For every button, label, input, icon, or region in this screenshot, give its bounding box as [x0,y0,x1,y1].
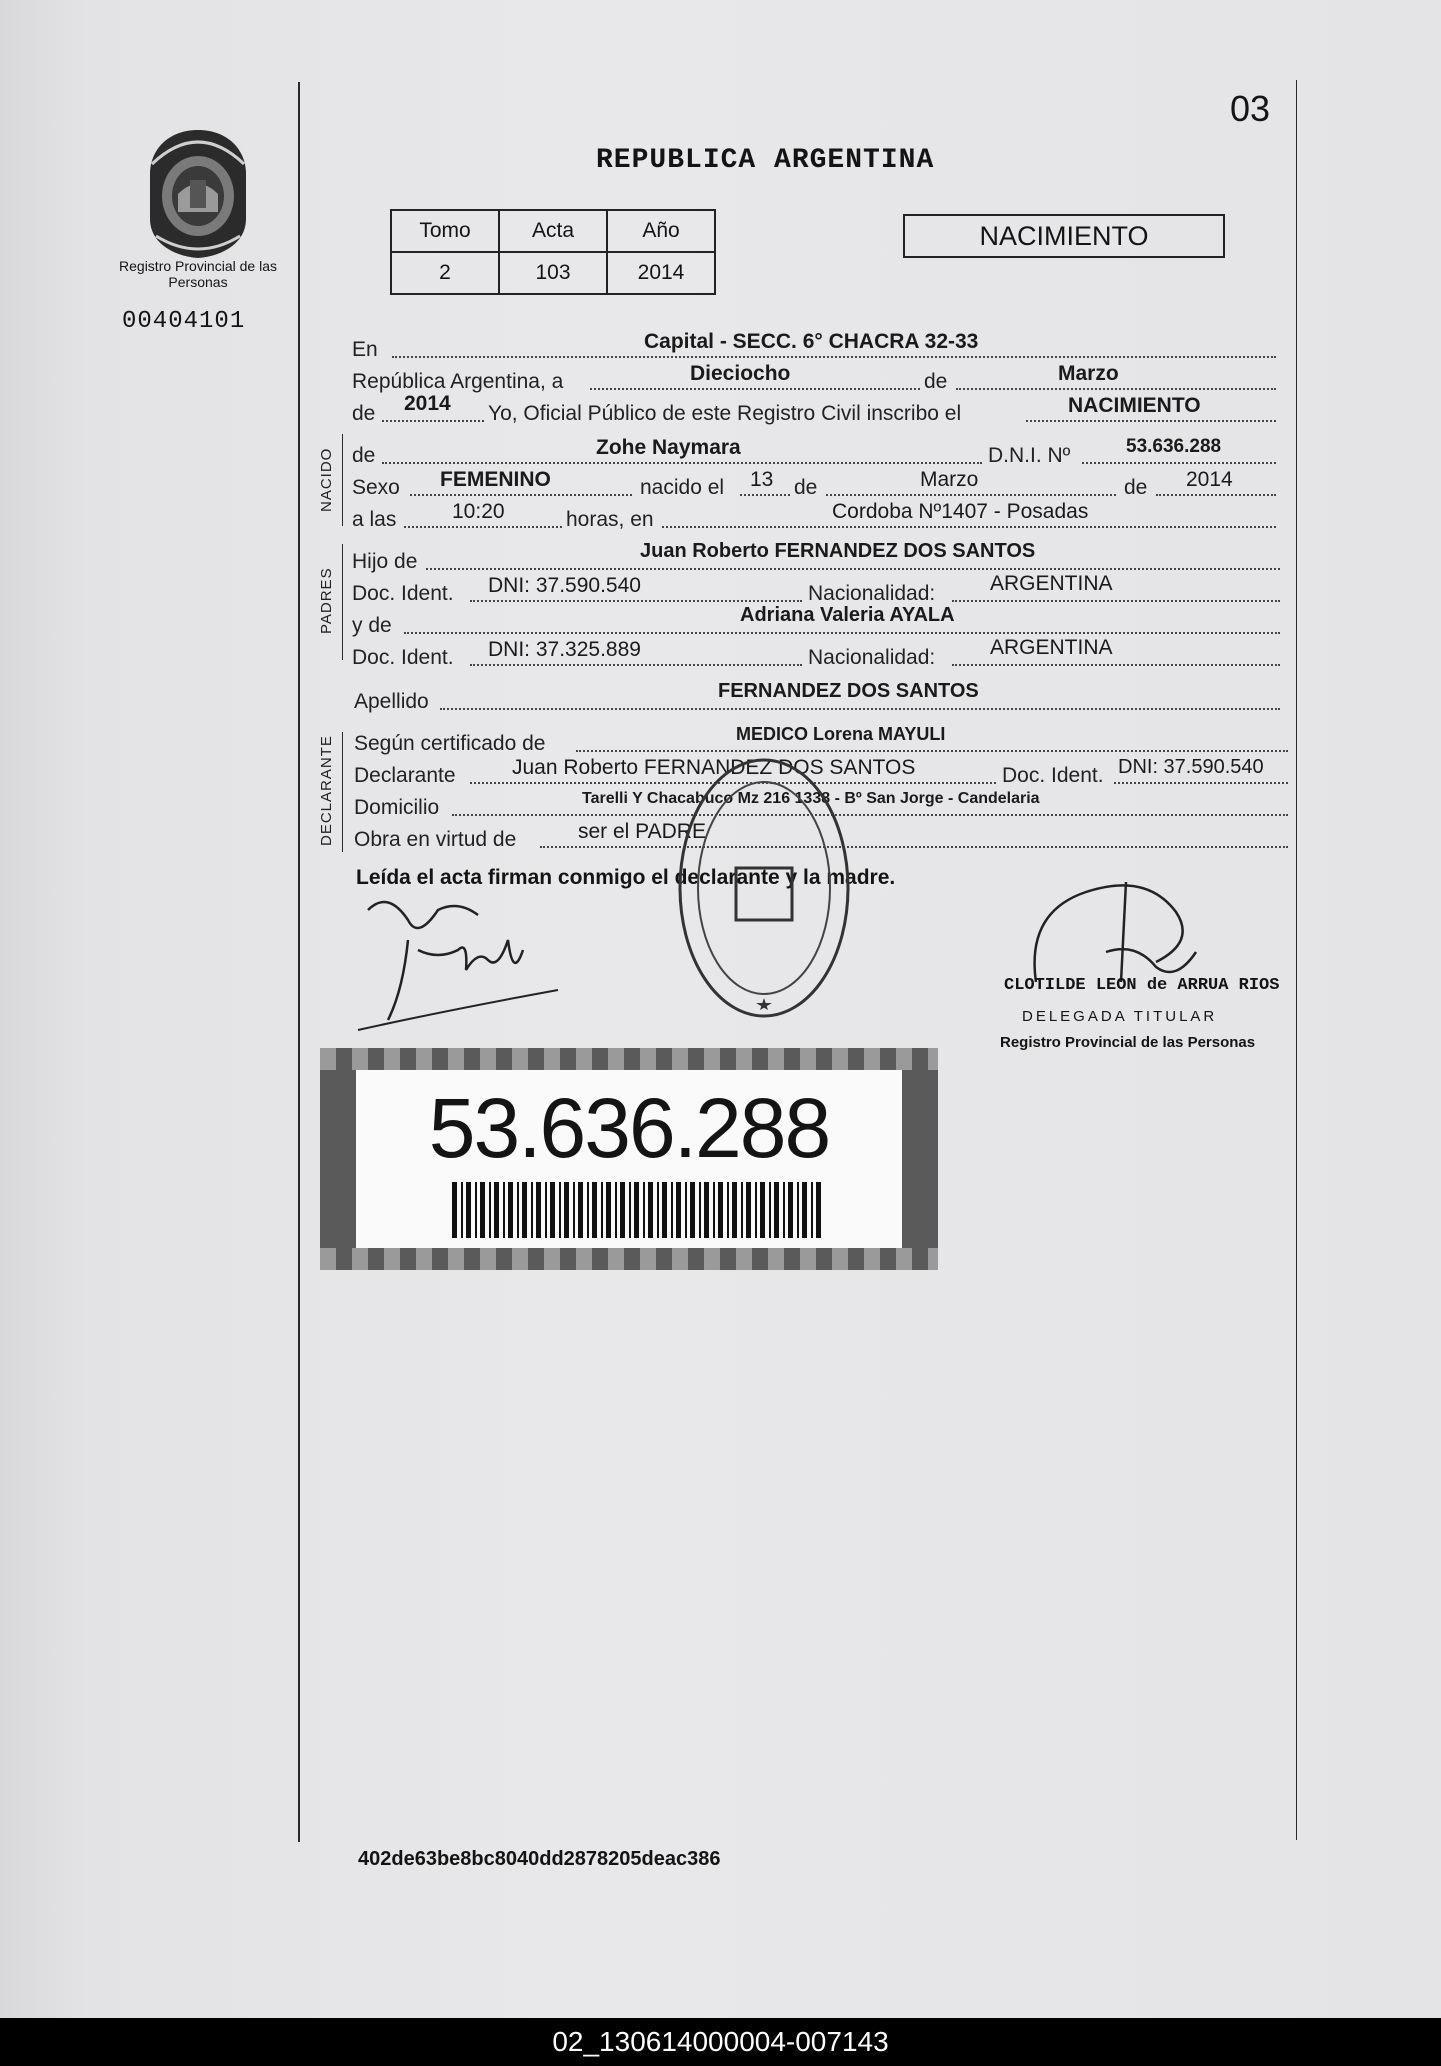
nacido-de-label: de [352,444,376,467]
day-value: Dieciocho [690,362,791,385]
serial-number: 00404101 [122,308,246,335]
tomo-header: Tomo [391,210,499,252]
stamp-icon [676,748,852,1028]
father-doc: DNI: 37.590.540 [488,574,641,597]
tomo-acta-table [390,209,716,295]
mother-nat-label: Nacionalidad: [808,646,936,669]
official-signature [1026,872,1226,992]
padres-bracket [342,544,343,660]
official-title: DELEGADA TITULAR [1022,1008,1218,1025]
father-nat-line [952,600,1280,602]
birth-year: 2014 [1186,468,1233,491]
declarante-doc-label: Doc. Ident. [1002,764,1104,787]
sexo-label: Sexo [352,476,400,499]
closing-statement: Leída el acta firman conmigo el declarante y la madre. [356,866,896,889]
tomo-value: 2 [391,252,499,294]
inscribe-line [1026,420,1276,422]
mother-name: Adriana Valeria AYALA [740,604,955,626]
mother-doc-label: Doc. Ident. [352,646,454,669]
father-doc-line [470,600,802,602]
document-hash: 402de63be8bc8040dd2878205deac386 [358,1848,721,1870]
cert-value: MEDICO Lorena MAYULI [736,724,946,744]
de-label-1: de [924,370,948,393]
apellido-line [440,708,1280,710]
birth-year-line [1156,494,1276,496]
barcode-label-area [356,1070,902,1248]
obra-label: Obra en virtud de [354,828,517,851]
right-margin-line [1296,80,1297,1840]
domicilio-value: Tarelli Y Chacabuco Mz 216 1338 - Bº San Jorge - Candelaria [582,790,1040,807]
record-type-box: NACIMIENTO [903,214,1225,258]
official-name: CLOTILDE LEON de ARRUA RIOS [1004,976,1280,995]
child-name: Zohe Naymara [596,436,741,459]
apellido-label: Apellido [354,690,429,713]
obra-line [540,846,1288,848]
dni-line [1082,462,1276,464]
year-line [382,420,484,422]
registry-name: Registro Provincial de las Personas [119,258,277,290]
nacido-label: nacido el [640,476,725,499]
mother-doc-line [470,664,802,666]
domicilio-label: Domicilio [354,796,440,819]
declarante-label: Declarante [354,764,456,787]
sticker-pattern-top [320,1048,938,1070]
declarante-doc-line [1114,782,1288,784]
name-line [382,462,982,464]
birth-month: Marzo [920,468,979,491]
birth-day-line [740,494,790,496]
nacido-bracket [342,434,343,526]
acta-value: 103 [499,252,607,294]
domicilio-line [452,814,1288,816]
father-doc-label: Doc. Ident. [352,582,454,605]
barcode-number: 53.636.288 [428,1081,830,1175]
emblem-icon [138,124,258,262]
cert-label: Según certificado de [354,732,546,755]
yo-text: Yo, Oficial Público de este Registro Civil inscribo el [488,402,962,425]
apellido-value: FERNANDEZ DOS SANTOS [718,680,979,702]
left-margin-line [298,82,300,1842]
barcode-sticker [320,1048,938,1270]
mother-nat-line [952,664,1280,666]
declarante-name: Juan Roberto FERNANDEZ DOS SANTOS [512,756,916,779]
birth-place: Cordoba Nº1407 - Posadas [832,500,1089,523]
birth-place-line [662,526,1276,528]
a-las-label: a las [352,508,397,531]
mother-nationality: ARGENTINA [990,636,1113,659]
declarant-signature [348,880,568,1040]
acta-header: Acta [499,210,607,252]
hijo-label: Hijo de [352,550,418,573]
y-de-label: y de [352,614,392,637]
dni-label: D.N.I. Nº [988,444,1071,467]
de-label-2: de [352,402,376,425]
declarante-doc: DNI: 37.590.540 [1118,756,1264,778]
province-emblem [138,124,258,262]
page-number: 03 [1230,88,1271,129]
father-name: Juan Roberto FERNANDEZ DOS SANTOS [640,540,1036,562]
birth-de-label: de [794,476,818,499]
country-title: REPUBLICA ARGENTINA [596,145,935,176]
mother-doc: DNI: 37.325.889 [488,638,641,661]
father-line [426,568,1280,570]
footer-filename: 02_130614000004-007143 [0,2018,1441,2066]
signature-icon [348,880,568,1040]
padres-section-label: PADRES [318,567,335,634]
birth-month-line [826,494,1116,496]
anio-header: Año [607,210,715,252]
nacido-section-label: NACIDO [318,447,335,512]
barcode-bars [452,1182,824,1238]
republica-label: República Argentina, a [352,370,564,393]
sexo-line [410,494,632,496]
birth-time: 10:20 [452,500,505,523]
month-value: Marzo [1058,362,1119,385]
horas-label: horas, en [566,508,654,531]
declarante-section-label: DECLARANTE [318,735,335,846]
place-line [392,356,1276,358]
anio-value: 2014 [607,252,715,294]
birth-de-label-2: de [1124,476,1148,499]
official-stamp [676,748,852,1028]
en-label: En [352,338,378,361]
child-dni: 53.636.288 [1126,436,1222,457]
month-line [956,388,1276,390]
birth-day: 13 [750,468,774,491]
time-line [404,526,562,528]
signature-icon [1026,872,1226,992]
father-nationality: ARGENTINA [990,572,1113,595]
year-value: 2014 [404,392,451,415]
sticker-pattern-bottom [320,1248,938,1270]
declarante-bracket [342,732,343,852]
official-registry: Registro Provincial de las Personas [1000,1034,1256,1051]
obra-value: ser el PADRE [578,820,706,843]
inscribe-value: NACIMIENTO [1068,394,1201,417]
mother-line [404,632,1280,634]
sexo-value: FEMENINO [440,468,551,491]
father-nat-label: Nacionalidad: [808,582,936,605]
place-value: Capital - SECC. 6° CHACRA 32-33 [644,330,979,353]
day-line [590,388,920,390]
